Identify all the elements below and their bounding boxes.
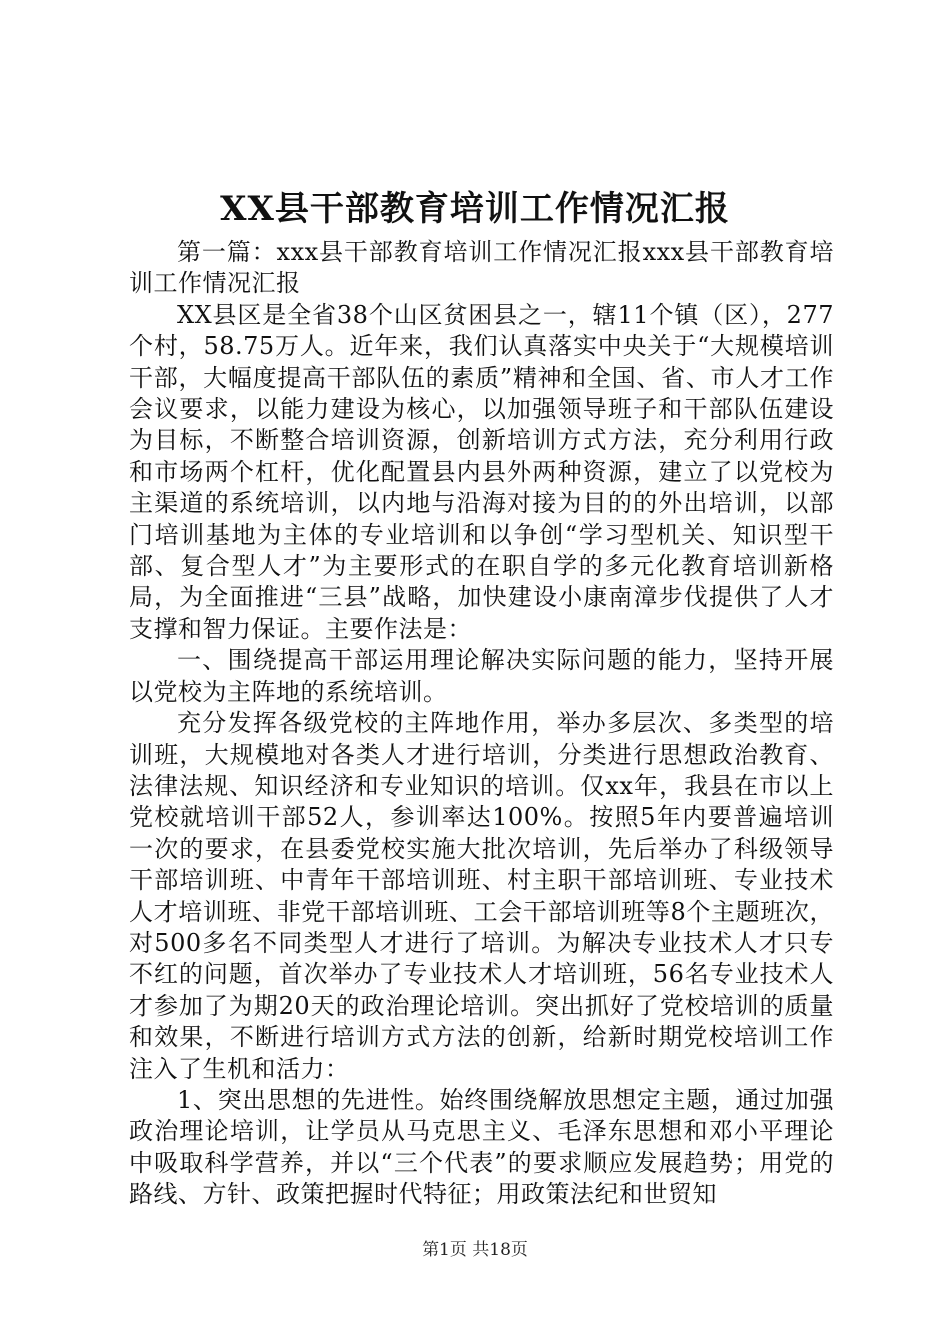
paragraph-party-school-training: 充分发挥各级党校的主阵地作用，举办多层次、多类型的培训班，大规模地对各类人才进行培训，分类进行思想政治教育、法律法规、知识经济和专业知识的培训。仅xx年，我县在市以上党校就培训干部52人，参训率达100%。按照5年内要普遍培训一次的要求，在县委党校实施大批次培训，先后举办了科级领导干部培训班、中青年干部培训班、村主职干部培训班、专业技术人才培训班、非党干部培训班、工会干部培训班等8个主题班次，对500多名不同类型人才进行了培训。为解决专业技术人才只专不红的问题，首次举办了专业技术人才培训班，56名专业技术人才参加了为期20天的政治理论培训。突出抓好了党校培训的质量和效果，不断进行培训方式方法的创新，给新时期党校培训工作注入了生机和活力： — [129, 709, 834, 1083]
page-number-footer: 第1页 共18页 — [422, 1240, 528, 1260]
paragraph-section-heading: 一、围绕提高干部运用理论解决实际问题的能力，坚持开展以党校为主阵地的系统培训。 — [129, 646, 834, 706]
paragraph-overview: XX县区是全省38个山区贫困县之一，辖11个镇（区），277个村，58.75万人。近年来，我们认真落实中央关于“大规模培训干部，大幅度提高干部队伍的素质”精神和全国、省、市人才工作会议要求，以能力建设为核心，以加强领导班子和干部队伍建设为目标，不断整合培训资源，创新培训方式方法，充分利用行政和市场两个杠杆，优化配置县内县外两种资源，建立了以党校为主渠道的系统培训，以内地与沿海对接为目的的外出培训，以部门培训基地为主体的专业培训和以争创“学习型机关、知识型干部、复合型人才”为主要形式的在职自学的多元化教育培训新格局，为全面推进“三县”战略，加快建设小康南漳步伐提供了人才支撑和智力保证。主要作法是： — [129, 300, 834, 643]
document-title: XX县干部教育培训工作情况汇报 — [220, 189, 730, 229]
paragraph-intro: 第一篇：xxx县干部教育培训工作情况汇报xxx县干部教育培训工作情况汇报 — [129, 238, 834, 298]
document-body — [129, 237, 834, 1211]
paragraph-point-one: 1、突出思想的先进性。始终围绕解放思想定主题，通过加强政治理论培训，让学员从马克思主义、毛泽东思想和邓小平理论中吸取科学营养，并以“三个代表”的要求顺应发展趋势；用党的路线、方针、政策把握时代特征；用政策法纪和世贸知 — [129, 1085, 834, 1209]
